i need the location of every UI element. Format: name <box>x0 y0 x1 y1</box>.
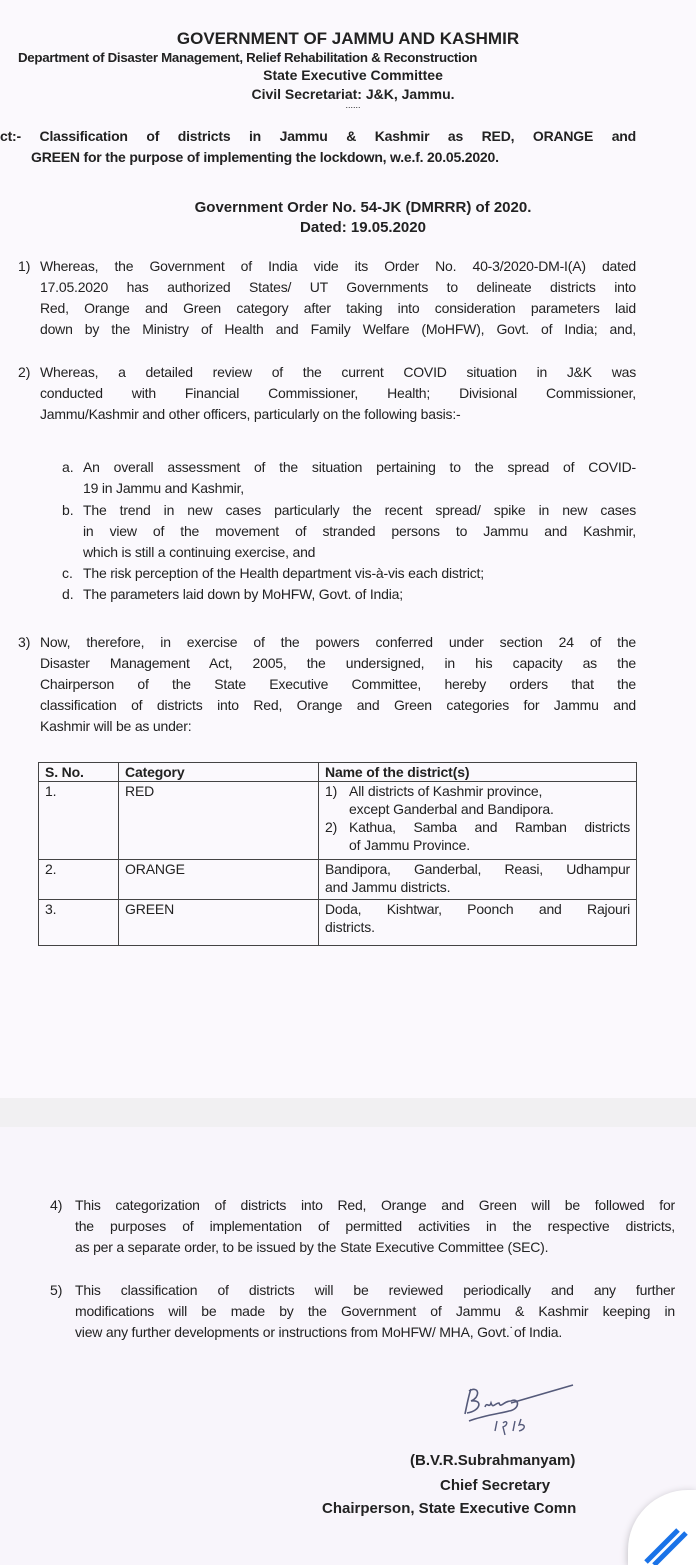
address: Civil Secretariat: J&K, Jammu. <box>251 86 455 102</box>
edit-fab-button[interactable] <box>628 1490 696 1565</box>
column-header: S. No. <box>39 763 119 782</box>
list-marker: 2) <box>325 819 338 835</box>
table-row <box>39 900 637 946</box>
cell-sno: 1. <box>39 782 119 860</box>
subject <box>0 126 636 168</box>
paragraph-line: as per a separate order, to be issued by the State Executive Committee (SEC). <box>75 1239 549 1255</box>
paragraph-number: 4) <box>50 1197 63 1213</box>
cell-line: Kathua, Samba and Ramban districts <box>349 819 630 835</box>
list-line: An overall assessment of the situation pertaining to the spread of COVID- <box>83 459 636 475</box>
paragraph-2 <box>40 362 636 425</box>
paragraph-line: Now, therefore, in exercise of the powers conferred under section 24 of the <box>40 634 636 650</box>
paragraph-line: 17.05.2020 has authorized States/ UT Governments to delineate districts into <box>40 279 636 295</box>
cell-sno: 3. <box>39 900 119 946</box>
paragraph-line: This classification of districts will be reviewed periodically and any further <box>75 1282 675 1298</box>
signatory-name: (B.V.R.Subrahmanyam) <box>410 1452 576 1469</box>
paragraph-number: 2) <box>18 364 31 380</box>
paragraph-1 <box>40 256 636 340</box>
paragraph-line: Whereas, the Government of India vide its Order No. 40-3/2020-DM-I(A) dated <box>40 258 636 274</box>
paragraph-line: modifications will be made by the Government of Jammu & Kashmir keeping in <box>75 1303 675 1319</box>
paragraph-line: view any further developments or instructions from MoHFW/ MHA, Govt.˙of India. <box>75 1324 563 1340</box>
list-line: The trend in new cases particularly the recent spread/ spike in new cases <box>83 502 636 518</box>
committee-name: State Executive Committee <box>263 67 443 83</box>
cell-category: ORANGE <box>119 860 319 900</box>
list-marker: 1) <box>325 783 338 799</box>
paragraph-line: Whereas, a detailed review of the current COVID situation in J&K was <box>40 364 636 380</box>
department-name: Department of Disaster Management, Relief Rehabilitation & Reconstruction <box>18 50 478 65</box>
paragraph-line: Red, Orange and Green category after taking into consideration parameters laid <box>40 300 636 316</box>
paragraph-line: Disaster Management Act, 2005, the undersigned, in his capacity as the <box>40 655 636 671</box>
basis-item-c <box>83 563 636 584</box>
signatory-role: Chairperson, State Executive Comn <box>322 1500 577 1517</box>
paragraph-number: 1) <box>18 258 31 274</box>
list-line: which is still a continuing exercise, and <box>83 544 316 560</box>
cell-districts <box>319 782 637 860</box>
order-number: Government Order No. 54-JK (DMRRR) of 2020. <box>194 199 532 216</box>
district-classification-table <box>38 762 637 946</box>
list-line: The parameters laid down by MoHFW, Govt. of India; <box>83 586 403 602</box>
paragraph-line: This categorization of districts into Red, Orange and Green will be followed for <box>75 1197 675 1213</box>
paragraph-3 <box>40 632 636 737</box>
cell-line: Bandipora, Ganderbal, Reasi, Udhampur <box>325 861 630 877</box>
paragraph-5 <box>75 1280 675 1343</box>
list-marker: d. <box>62 586 74 602</box>
list-line: in view of the movement of stranded persons to Jammu and Kashmir, <box>83 523 636 539</box>
cell-line: and Jammu districts. <box>325 879 451 895</box>
edit-pencil-icon <box>628 1490 696 1565</box>
separator-dots: ...... <box>345 100 361 110</box>
cell-districts <box>319 900 637 946</box>
list-line: 19 in Jammu and Kashmir, <box>83 480 244 496</box>
signatory-designation: Chief Secretary <box>440 1477 551 1494</box>
cell-line: All districts of Kashmir province, <box>349 783 543 799</box>
cell-line: Doda, Kishtwar, Poonch and Rajouri <box>325 901 630 917</box>
paragraph-line: the purposes of implementation of permitted activities in the respective districts, <box>75 1218 675 1234</box>
document-page-2 <box>0 1127 696 1565</box>
basis-item-a <box>83 457 636 499</box>
cell-category: RED <box>119 782 319 860</box>
list-marker: b. <box>62 502 74 518</box>
cell-line: except Ganderbal and Bandipora. <box>349 801 554 817</box>
paragraph-line: classification of districts into Red, Orange and Green categories for Jammu and <box>40 697 636 713</box>
paragraph-line: Chairperson of the State Executive Committee, hereby orders that the <box>40 676 636 692</box>
subject-line: ct:- Classification of districts in Jammu & Kashmir as RED, ORANGE and <box>0 128 636 144</box>
subject-line: GREEN for the purpose of implementing the lockdown, w.e.f. 20.05.2020. <box>31 149 499 165</box>
basis-item-b <box>83 500 636 563</box>
paragraph-number: 5) <box>50 1282 63 1298</box>
paragraph-line: Jammu/Kashmir and other officers, particularly on the following basis:- <box>40 406 461 422</box>
table-header-row <box>39 763 637 782</box>
column-header: Category <box>119 763 319 782</box>
table-row <box>39 782 637 860</box>
paragraph-4 <box>75 1195 675 1258</box>
cell-districts <box>319 860 637 900</box>
cell-category: GREEN <box>119 900 319 946</box>
order-date: Dated: 19.05.2020 <box>300 219 426 236</box>
list-marker: c. <box>62 565 73 581</box>
cell-sno: 2. <box>39 860 119 900</box>
paragraph-line: Kashmir will be as under: <box>40 718 192 734</box>
table-row <box>39 860 637 900</box>
cell-line: of Jammu Province. <box>349 837 471 853</box>
paragraph-number: 3) <box>18 634 31 650</box>
list-marker: a. <box>62 459 74 475</box>
basis-item-d <box>83 584 636 605</box>
paragraph-line: conducted with Financial Commissioner, Health; Divisional Commissioner, <box>40 385 636 401</box>
paragraph-line: down by the Ministry of Health and Family Welfare (MoHFW), Govt. of India; and, <box>40 321 636 337</box>
government-title: GOVERNMENT OF JAMMU AND KASHMIR <box>176 29 520 48</box>
list-line: The risk perception of the Health department vis-à-vis each district; <box>83 565 484 581</box>
cell-line: districts. <box>325 919 375 935</box>
column-header: Name of the district(s) <box>319 763 637 782</box>
handwritten-signature <box>455 1379 595 1439</box>
